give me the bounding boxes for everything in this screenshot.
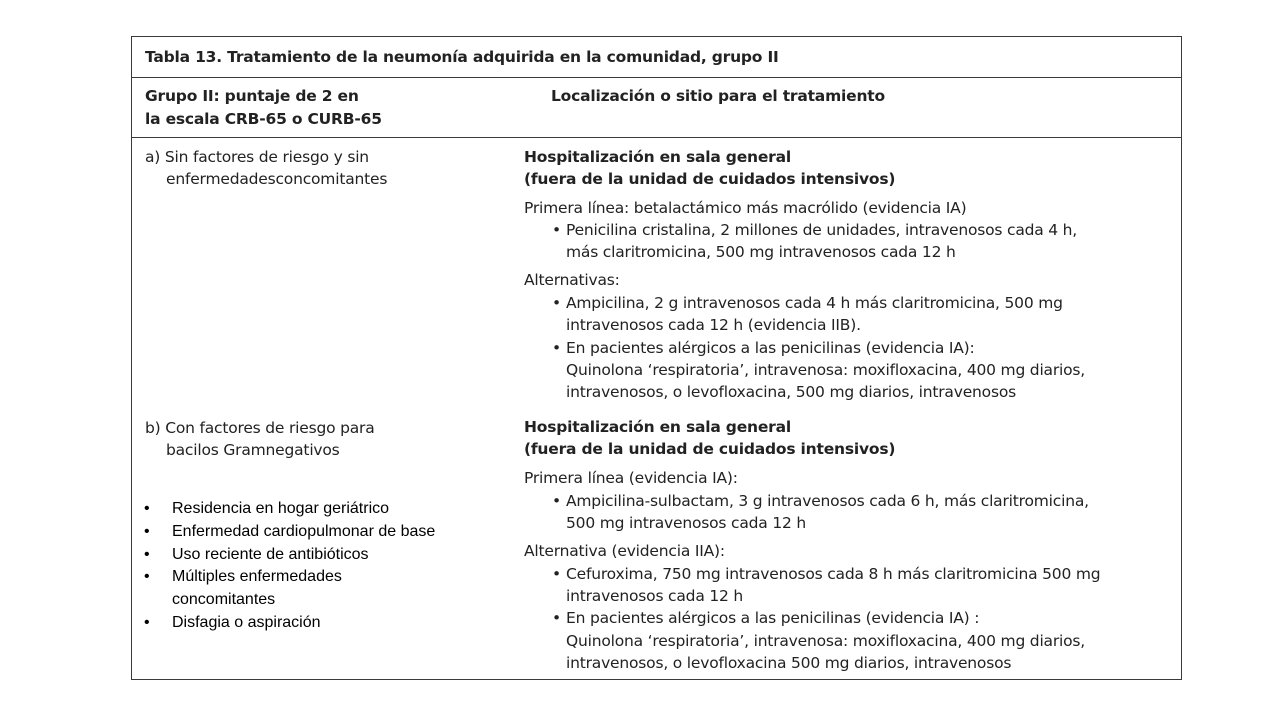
section-b-alt-bullet2-line3: intravenosos, o levofloxacina 500 mg diarios, intravenosos bbox=[566, 654, 1012, 672]
section-b-label-line1: b) Con factores de riesgo para bbox=[145, 419, 375, 437]
section-b-label-line2: bacilos Gramnegativos bbox=[166, 441, 340, 459]
section-a-alt-bullet2: • En pacientes alérgicos a las penicilinas (evidencia IA): bbox=[552, 339, 975, 357]
title-divider bbox=[132, 77, 1181, 78]
header-divider bbox=[132, 137, 1181, 138]
section-a-label-line2: enfermedadesconcomitantes bbox=[166, 170, 388, 188]
section-b-first-line-bullet: • Ampicilina-sulbactam, 3 g intravenosos cada 6 h, más claritromicina, bbox=[552, 492, 1089, 510]
section-a-alt-bullet1-line2: intravenosos cada 12 h (evidencia IIB). bbox=[566, 316, 861, 334]
section-a-first-line-title: Primera línea: betalactámico más macrólido (evidencia IA) bbox=[524, 199, 967, 217]
list-item: • Residencia en hogar geriátrico bbox=[144, 500, 390, 517]
section-b-alternative-title: Alternativa (evidencia IIA): bbox=[524, 542, 725, 560]
list-item: • Múltiples enfermedades concomitantes bbox=[144, 568, 342, 609]
section-a-heading-line1: Hospitalización en sala general bbox=[524, 148, 791, 166]
section-a-alt-bullet2-line3: intravenosos, o levofloxacina, 500 mg diarios, intravenosos bbox=[566, 383, 1016, 401]
section-a-first-line-bullet: • Penicilina cristalina, 2 millones de unidades, intravenosos cada 4 h, bbox=[552, 221, 1078, 239]
section-a-alt-bullet1: • Ampicilina, 2 g intravenosos cada 4 h más claritromicina, 500 mg bbox=[552, 294, 1063, 312]
section-b-heading-line1: Hospitalización en sala general bbox=[524, 418, 791, 436]
section-a-heading-line2: (fuera de la unidad de cuidados intensivos) bbox=[524, 170, 896, 188]
section-a-alternatives-title: Alternativas: bbox=[524, 271, 620, 289]
section-b-first-line-title: Primera línea (evidencia IA): bbox=[524, 469, 738, 487]
risk-factors-list bbox=[144, 498, 435, 635]
section-a-first-line-bullet-line2: más claritromicina, 500 mg intravenosos cada 12 h bbox=[566, 243, 956, 261]
section-b-alt-bullet1-line2: intravenosos cada 12 h bbox=[566, 587, 744, 605]
list-item: • Enfermedad cardiopulmonar de base bbox=[144, 522, 436, 540]
list-item: • Uso reciente de antibióticos bbox=[144, 545, 369, 563]
list-item: • Disfagia o aspiración bbox=[144, 613, 321, 631]
section-b-alt-bullet2-line2: Quinolona ‘respiratoria’, intravenosa: moxifloxacina, 400 mg diarios, bbox=[566, 632, 1086, 650]
section-a-alt-bullet2-line2: Quinolona ‘respiratoria’, intravenosa: moxifloxacina, 400 mg diarios, bbox=[566, 361, 1086, 379]
section-a-label-line1: a) Sin factores de riesgo y sin bbox=[145, 148, 369, 166]
section-b-first-line-bullet-line2: 500 mg intravenosos cada 12 h bbox=[566, 514, 806, 532]
section-b-alt-bullet1: • Cefuroxima, 750 mg intravenosos cada 8 h más claritromicina 500 mg bbox=[552, 565, 1101, 583]
section-b-alt-bullet2: • En pacientes alérgicos a las penicilinas (evidencia IA) : bbox=[552, 609, 980, 627]
section-b-heading-line2: (fuera de la unidad de cuidados intensivos) bbox=[524, 440, 896, 458]
header-left-line2: la escala CRB-65 o CURB-65 bbox=[145, 110, 382, 128]
header-left-line1: Grupo II: puntaje de 2 en bbox=[145, 87, 359, 105]
table-title: Tabla 13. Tratamiento de la neumonía adquirida en la comunidad, grupo II bbox=[145, 48, 779, 66]
header-right: Localización o sitio para el tratamiento bbox=[551, 87, 885, 105]
